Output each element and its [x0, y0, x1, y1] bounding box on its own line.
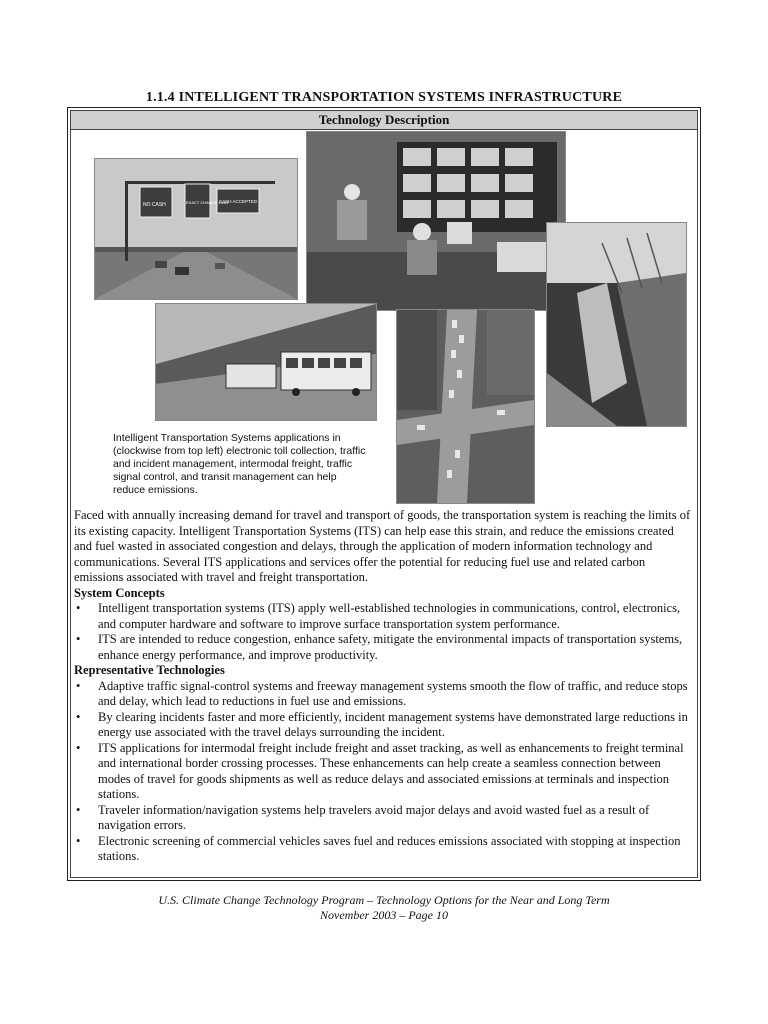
- list-item: • By clearing incidents faster and more efficiently, incident management systems have demonstrated large reductions in energy use associated with the travel delays surrounding the incident.: [76, 709, 688, 739]
- system-concepts-heading: System Concepts: [74, 585, 165, 600]
- intermodal-freight-photo: [546, 222, 687, 427]
- list-item: • ITS are intended to reduce congestion, enhance safety, mitigate the environmental impacts of transportation systems, enhance energy performance, and improve productivity.: [76, 632, 683, 662]
- bullet: •: [76, 709, 81, 724]
- list-item: • Intelligent transportation systems (ITS) apply well-established technologies in communications, control, electronics, and computer hardware and software to improve surface transportation system performance.: [76, 601, 681, 631]
- bullet: •: [76, 802, 81, 817]
- toll-sign-cash: CASH ACCEPTED: [219, 199, 258, 204]
- representative-technologies-heading: Representative Technologies: [74, 663, 225, 677]
- bullet: •: [76, 601, 81, 615]
- intro-paragraph: Faced with annually increasing demand for travel and transport of goods, the transportation system is reaching the limits of its existing capacity. Intelligent Transportation Systems (ITS) can help ease this strain, and reduce the emissions created and fuel wasted in associated congestion and delays, through the application of modern information technology and communications. Several ITS applications and services offer the potential for reducing fuel use and related carbon emissions associated with travel and freight transportation.: [74, 508, 691, 584]
- list-item: • Traveler information/navigation systems help travelers avoid major delays and avoid wasted fuel as a result of navigation errors.: [76, 802, 650, 832]
- toll-sign-no-cash: NO CASH: [143, 202, 166, 208]
- page-title: 1.1.4 INTELLIGENT TRANSPORTATION SYSTEMS INFRASTRUCTURE: [145, 90, 623, 105]
- bullet: •: [76, 632, 81, 646]
- system-concepts-list: [74, 601, 694, 663]
- list-item: • Electronic screening of commercial vehicles saves fuel and reduces emissions associated with stopping at inspection stations.: [76, 833, 681, 863]
- list-item: • Adaptive traffic signal-control systems and freeway management systems smooth the flow of traffic, and reduce stops and delay, which lead to reductions in fuel use and emissions.: [76, 678, 688, 708]
- list-item: • ITS applications for intermodal freight include freight and asset tracking, as well as enhancements to freight terminal and international border crossing processes. These enhancements can help create a seamless connection between modes of travel for goods shipments as well as reduce delays and associated emissions at terminals and inspection stations.: [76, 740, 684, 801]
- bullet: •: [76, 678, 81, 693]
- body-text: [74, 508, 694, 865]
- footer-line-date-page: November 2003 – Page 10: [320, 908, 448, 922]
- traffic-signal-photo: [396, 309, 535, 504]
- toll-collection-photo: [94, 158, 298, 300]
- bullet: •: [76, 740, 81, 755]
- photo-caption: Intelligent Transportation Systems applications in (clockwise from top left) electronic toll collection, traffic and incident management, intermodal freight, traffic signal control, and transit management can help reduce emissions.: [113, 432, 366, 496]
- page-footer: [0, 893, 768, 923]
- section-header: Technology Description: [71, 111, 697, 130]
- representative-technologies-list: [74, 679, 694, 865]
- toll-sign-exact-change: EXACT CHANGE ONLY: [186, 200, 230, 205]
- footer-line-program: U.S. Climate Change Technology Program – Technology Options for the Near and Long Term: [158, 893, 610, 907]
- traffic-management-photo: [306, 131, 566, 311]
- bullet: •: [76, 833, 81, 848]
- transit-management-photo: [155, 303, 377, 421]
